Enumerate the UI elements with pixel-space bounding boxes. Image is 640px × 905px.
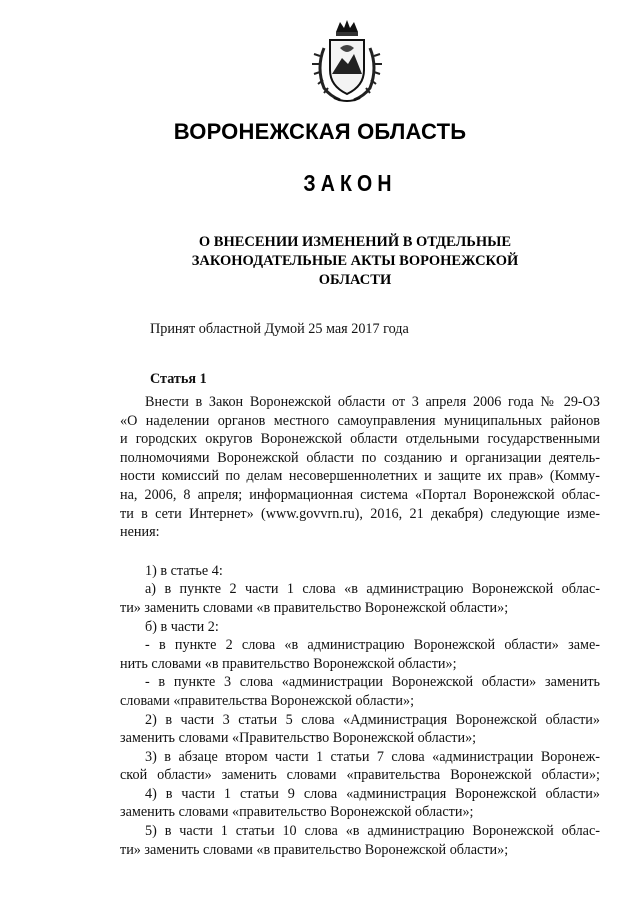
text-line: полномочиями Воронежской области по созданию и организации деятель- bbox=[120, 449, 600, 466]
article-heading: Статья 1 bbox=[150, 371, 207, 387]
adoption-date-line: Принят областной Думой 25 мая 2017 года bbox=[150, 321, 409, 337]
coat-of-arms-icon bbox=[310, 18, 384, 106]
list-item-line: а) в пункте 2 части 1 слова «в администрацию Воронежской облас- bbox=[145, 581, 600, 598]
region-name: ВОРОНЕЖСКАЯ ОБЛАСТЬ bbox=[173, 119, 467, 144]
list-item-line: 1) в статье 4: bbox=[145, 562, 223, 579]
law-title bbox=[150, 233, 560, 290]
list-item-line: 4) в части 1 статьи 9 слова «администрация Воронежской области» bbox=[145, 785, 600, 802]
law-title-line: ОБЛАСТИ bbox=[318, 272, 392, 288]
list-item-line: - в пункте 2 слова «в администрацию Воронежской области» заме- bbox=[145, 637, 600, 654]
text-line: Внести в Закон Воронежской области от 3 апреля 2006 года № 29-ОЗ bbox=[145, 394, 600, 410]
list-item-line: 5) в части 1 статьи 10 слова «в администрацию Воронежской облас- bbox=[145, 823, 600, 840]
list-item-line: - в пункте 3 слова «администрации Воронежской области» заменить bbox=[145, 674, 600, 691]
list-item-line: ти» заменить словами «в правительство Воронежской области»; bbox=[120, 841, 509, 858]
law-title-line: ЗАКОНОДАТЕЛЬНЫЕ АКТЫ ВОРОНЕЖСКОЙ bbox=[191, 253, 519, 269]
list-item-line: б) в части 2: bbox=[145, 618, 219, 635]
document-type: ЗАКОН bbox=[303, 170, 397, 196]
text-line: на, 2006, 8 апреля; информационная система «Портал Воронежской облас- bbox=[120, 486, 600, 503]
text-line: «О наделении органов местного самоуправления муниципальных районов bbox=[120, 412, 600, 429]
list-item-line: 2) в части 3 статьи 5 слова «Администрация Воронежской области» bbox=[145, 711, 600, 728]
list-item-line: 3) в абзаце втором части 1 статьи 7 слова «администрации Воронеж- bbox=[145, 748, 600, 765]
article-body bbox=[120, 393, 600, 859]
text-line: ности комиссий по делам несовершеннолетних и защите их прав» (Комму- bbox=[120, 468, 600, 485]
list-item-line: ской области» заменить словами «правительства Воронежской области»; bbox=[120, 767, 600, 784]
paragraph-gap bbox=[120, 542, 600, 562]
text-line: и городских округов Воронежской области отдельными государственными bbox=[120, 431, 600, 448]
law-title-line: О ВНЕСЕНИИ ИЗМЕНЕНИЙ В ОТДЕЛЬНЫЕ bbox=[198, 234, 512, 250]
text-line: ти в сети Интернет» (www.govvrn.ru), 2016, 21 декабря) следующие изме- bbox=[120, 505, 600, 522]
list-item-line: заменить словами «Правительство Воронежской области»; bbox=[120, 730, 477, 747]
list-item-line: словами «правительства Воронежской области»; bbox=[120, 692, 415, 709]
text-line: нения: bbox=[120, 524, 160, 541]
list-item-line: нить словами «в правительство Воронежской области»; bbox=[120, 655, 457, 672]
list-item-line: ти» заменить словами «в правительство Воронежской области»; bbox=[120, 599, 509, 616]
list-item-line: заменить словами «правительство Воронежской области»; bbox=[120, 804, 474, 821]
